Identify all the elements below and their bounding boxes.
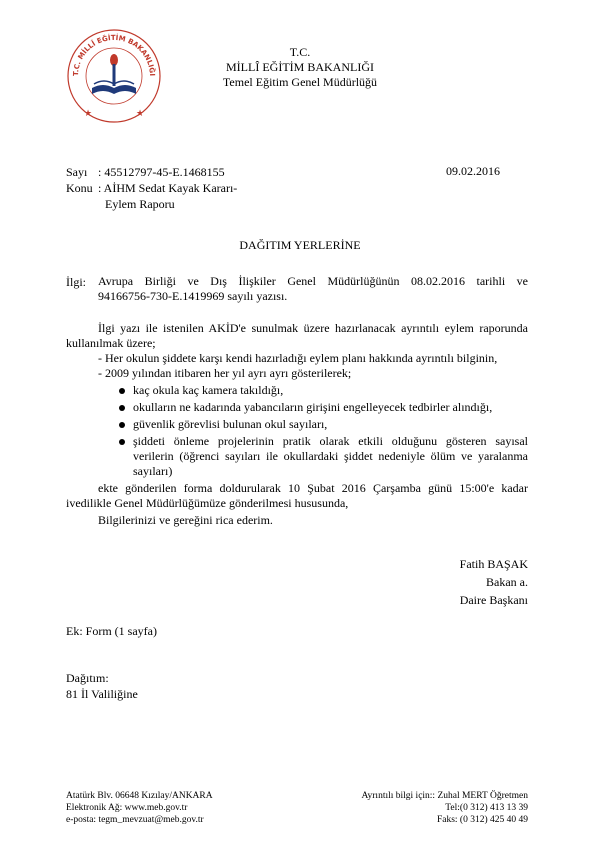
body-p2-line-1: ekte gönderilen forma doldurularak 10 Şubat 2016 Çarşamba günü 15:00'e kadar [98, 481, 528, 495]
footer-address: Atatürk Blv. 06648 Kızılay/ANKARA [66, 791, 213, 801]
ilgi-label: İlgi: [66, 275, 86, 289]
bullet-icon [119, 422, 125, 428]
ilgi-line-2: 94166756-730-E.1419969 sayılı yazısı. [98, 289, 288, 303]
footer-email: e-posta: tegm_mevzuat@meb.gov.tr [66, 815, 204, 825]
distribution-label: Dağıtım: [66, 671, 109, 685]
body-p2-line-2: ivedilikle Genel Müdürlüğümüze gönderilmesi hususunda, [66, 496, 349, 510]
body-dash-1: - Her okulun şiddete karşı kendi hazırladığı eylem planı hakkında ayrıntılı bilginin, [98, 351, 498, 365]
bullet-icon [119, 405, 125, 411]
bullet-text-3: güvenlik görevlisi bulunan okul sayıları, [133, 417, 328, 431]
document-date: 09.02.2016 [446, 164, 500, 178]
distribution-value: 81 İl Valiliğine [66, 687, 138, 701]
svg-text:★: ★ [84, 109, 93, 119]
header-ministry: MİLLÎ EĞİTİM BAKANLIĞI [226, 60, 374, 74]
body-p3: Bilgilerinizi ve gereğini rica ederim. [98, 513, 273, 527]
sayi-value: : 45512797-45-E.1468155 [98, 165, 225, 179]
svg-text:★: ★ [136, 109, 145, 119]
bullet-item [133, 434, 528, 449]
body-p1-line-1: İlgi yazı ile istenilen AKİD'e sunulmak üzere hazırlanacak ayrıntılı eylem raporunda [98, 321, 528, 335]
footer-phone: Tel:(0 312) 413 13 39 [445, 803, 528, 813]
header-directorate: Temel Eğitim Genel Müdürlüğü [222, 75, 378, 89]
bullet-text-4: şiddeti önleme projelerinin pratik olarak etkili olduğunu gösteren sayısal [133, 434, 528, 448]
bullet-icon [119, 388, 125, 394]
konu-label: Konu [66, 181, 93, 195]
attachment-note: Ek: Form (1 sayfa) [66, 624, 157, 638]
konu-value-continued: Eylem Raporu [105, 197, 175, 211]
header-tc: T.C. [289, 45, 311, 59]
bullet-icon [119, 439, 125, 445]
bullet-item [133, 383, 566, 398]
ilgi-line-1: Avrupa Birliği ve Dış İlişkiler Genel Müdürlüğünün 08.02.2016 tarihli ve [98, 274, 528, 288]
signatory-title-2: Daire Başkanı [459, 593, 528, 607]
footer-fax: Faks: (0 312) 425 40 49 [436, 815, 528, 825]
bullet-4-line-2: verilerin (öğrenci sayıları ile okullardaki şiddet nedeniyle ölüm ve yaralanma [133, 449, 528, 463]
bullet-text-1: kaç okula kaç kamera takıldığı, [133, 383, 284, 397]
bullet-4-line-3: sayıları) [133, 464, 173, 478]
bullet-item [133, 417, 566, 432]
body-p1-line-2: kullanılmak üzere; [66, 336, 156, 350]
signatory-title-1: Bakan a. [486, 575, 528, 589]
document-title: DAĞITIM YERLERİNE [239, 238, 361, 252]
sayi-label: Sayı [66, 165, 88, 179]
footer-web: Elektronik Ağ: www.meb.gov.tr [66, 803, 188, 813]
bullet-text-2: okulların ne kadarında yabancıların girişini engelleyecek tedbirler alındığı, [133, 400, 493, 414]
signatory-name: Fatih BAŞAK [459, 557, 528, 571]
logo-text: T.C. MİLLÎ EĞİTİM BAKANLIĞI [71, 33, 157, 77]
body-dash-2: - 2009 yılından itibaren her yıl ayrı ayrı gösterilerek; [98, 366, 352, 380]
bullet-item [133, 400, 566, 415]
konu-value: : AİHM Sedat Kayak Kararı- [98, 181, 238, 195]
footer-contact: Ayrıntılı bilgi için:: Zuhal MERT Öğretmen [361, 791, 528, 801]
